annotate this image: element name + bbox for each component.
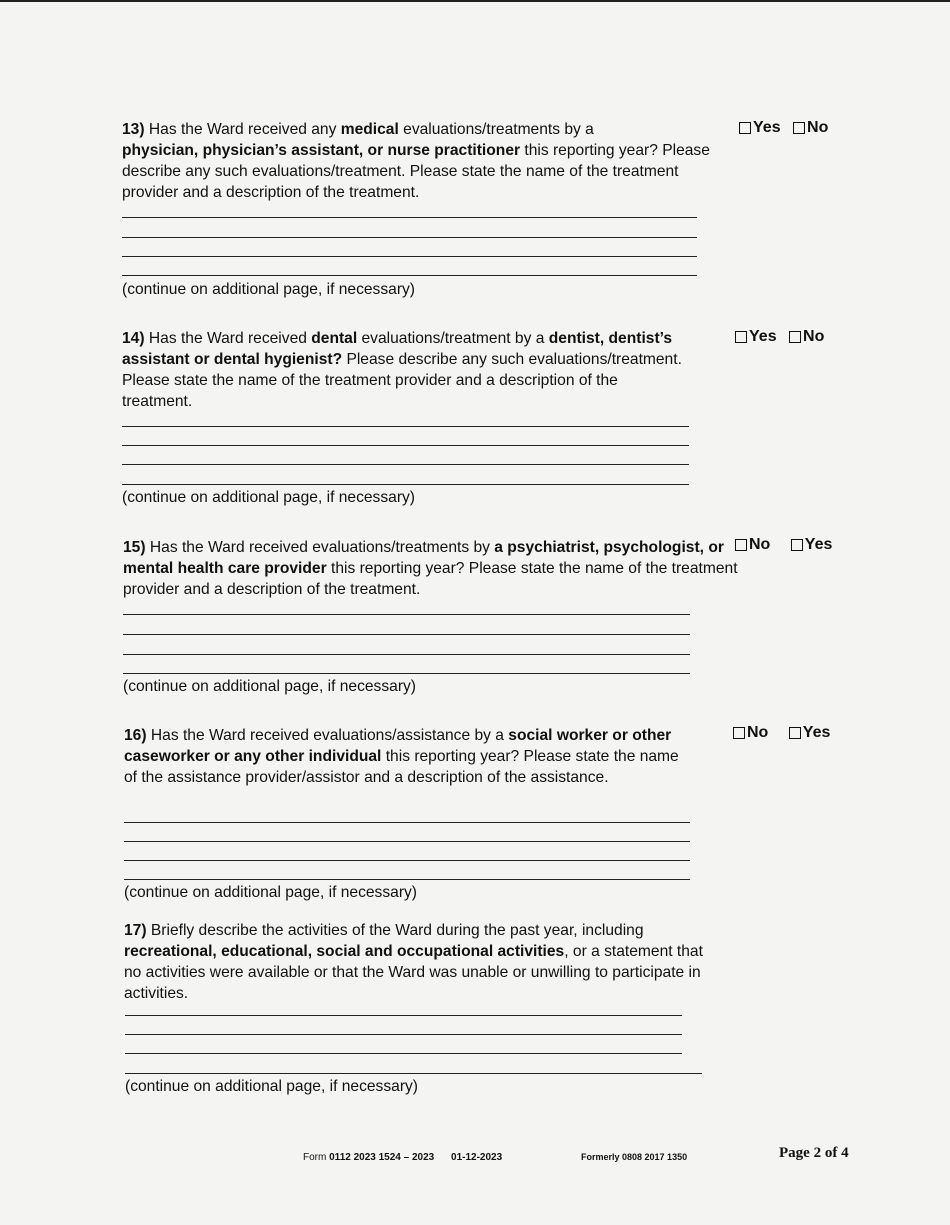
answer-line[interactable] [122,464,689,465]
answer-line[interactable] [125,1034,682,1035]
question-14-number: 14) [122,330,145,347]
question-16-bold-providers: social worker or other caseworker or any other individual [124,727,672,765]
answer-line[interactable] [123,654,690,655]
no-label: No [803,328,825,345]
checkbox-icon [733,727,745,739]
checkbox-icon [789,331,801,343]
answer-line[interactable] [125,1053,682,1054]
answer-line[interactable] [122,237,697,238]
answer-line[interactable] [122,484,689,485]
question-15-bold-providers: a psychiatrist, psychologist, or mental health care provider [123,539,724,577]
footer-form-number: 0112 2023 1524 – 2023 [329,1152,435,1163]
question-14-text: evaluations/treatment by a [357,330,549,347]
yes-label: Yes [802,724,831,741]
answer-line[interactable] [124,879,690,880]
question-14-text: Please describe any such evaluations/treatment. Please state the name of the treatment provider and a description of the treatment. [122,351,682,410]
question-14-bold-dental: dental [311,330,358,347]
yes-checkbox[interactable] [789,724,831,742]
yes-label: Yes [753,119,781,136]
checkbox-icon [789,727,801,739]
question-17-number: 17) [124,922,147,939]
question-17-text: , or a statement that no activities were available or that the Ward was unable or unwilling to participate in activities. [124,943,703,1002]
yes-label: Yes [749,328,777,345]
continue-note: (continue on additional page, if necessary) [122,489,415,506]
answer-line[interactable] [123,634,690,635]
answer-line[interactable] [124,822,690,823]
answer-line[interactable] [124,860,690,861]
footer-form-id [303,1152,502,1163]
footer-form-prefix: Form [303,1152,327,1163]
question-13-bold-providers: physician, physician’s assistant, or nurse practitioner [122,142,521,159]
checkbox-icon [735,331,747,343]
question-13-text: evaluations/treatments by a [398,121,594,138]
question-13-number: 13) [122,121,145,138]
yes-checkbox[interactable] [735,328,777,346]
checkbox-icon [739,122,751,134]
answer-line[interactable] [122,275,697,276]
checkbox-icon [793,122,805,134]
footer-formerly: Formerly 0808 2017 1350 [581,1152,688,1162]
question-14-text: Has the Ward received [148,330,312,347]
answer-line[interactable] [125,1073,702,1074]
top-border-rule [0,0,950,2]
question-13 [122,119,722,203]
question-17 [124,920,704,1004]
question-16-number: 16) [124,727,147,744]
question-14 [122,328,682,412]
answer-line[interactable] [123,614,690,615]
question-14-options [735,328,824,348]
question-15-text: Has the Ward received evaluations/treatments by [149,539,495,556]
question-14-bold-providers: dentist, dentist’s assistant or dental hygienist? [122,330,673,368]
answer-line[interactable] [124,841,690,842]
answer-line[interactable] [122,217,697,218]
answer-line[interactable] [122,256,697,257]
page-number: Page 2 of 4 [779,1145,849,1161]
question-15-options [735,536,832,556]
question-13-options [739,119,828,139]
continue-note: (continue on additional page, if necessary) [125,1078,418,1095]
no-label: No [747,724,769,741]
question-15-text: this reporting year? Please state the name of the treatment provider and a description of the treatment. [123,560,738,598]
no-checkbox[interactable] [735,536,770,554]
answer-line[interactable] [122,426,689,427]
question-16-text: this reporting year? Please state the name of the assistance provider/assistor and a description of the assistance. [124,748,679,786]
question-13-text: this reporting year? Please describe any such evaluations/treatment. Please state the name of the treatment provider and a description of the treatment. [122,142,710,201]
question-13-text: Has the Ward received any [148,121,341,138]
question-16 [124,725,684,788]
no-label: No [807,119,829,136]
no-checkbox[interactable] [793,119,828,137]
question-16-text: Has the Ward received evaluations/assistance by a [150,727,509,744]
checkbox-icon [735,539,747,551]
question-15 [123,537,763,600]
continue-note: (continue on additional page, if necessary) [123,678,416,695]
answer-line[interactable] [122,445,689,446]
answer-line[interactable] [123,673,690,674]
no-label: No [749,536,771,553]
continue-note: (continue on additional page, if necessary) [122,281,415,298]
question-13-bold-medical: medical [340,121,399,138]
question-16-options [733,724,830,744]
question-17-bold-activities: recreational, educational, social and occupational activities [124,943,565,960]
yes-checkbox[interactable] [739,119,781,137]
checkbox-icon [791,539,803,551]
no-checkbox[interactable] [789,328,824,346]
question-17-text: Briefly describe the activities of the Ward during the past year, including [150,922,644,939]
no-checkbox[interactable] [733,724,768,742]
question-15-number: 15) [123,539,146,556]
yes-checkbox[interactable] [791,536,833,554]
footer-form-date: 01-12-2023 [451,1152,503,1163]
yes-label: Yes [804,536,833,553]
answer-line[interactable] [125,1015,682,1016]
continue-note: (continue on additional page, if necessary) [124,884,417,901]
